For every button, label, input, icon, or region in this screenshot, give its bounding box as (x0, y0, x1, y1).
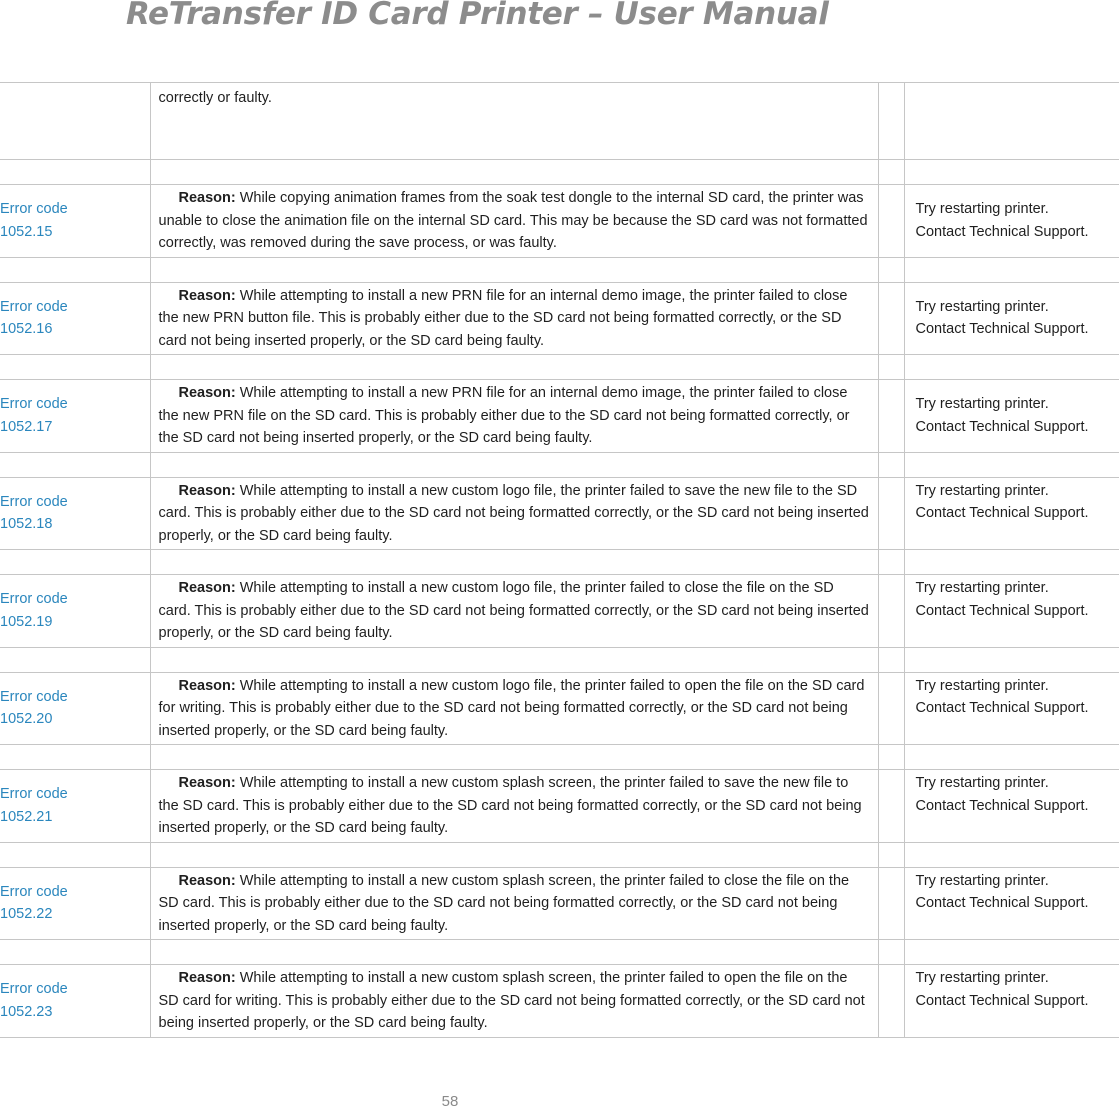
blank-cell (878, 672, 904, 745)
action-cell (904, 83, 1119, 160)
action-restart-text: Try restarting printer. (915, 872, 1049, 889)
error-code-table (0, 82, 1119, 1038)
blank-cell (878, 282, 904, 355)
error-code-label: Error code (0, 591, 68, 608)
error-code-number: 1052.16 (0, 321, 53, 338)
action-support-text: Contact Technical Support. (915, 505, 1089, 521)
error-code-cell (0, 867, 150, 940)
reason-label: Reason: (178, 385, 236, 401)
reason-cell (150, 477, 878, 550)
reason-text: While attempting to install a new PRN file for an internal demo image, the printer failed to close the new PRN button file. This is probably either due to the SD card not being formatted correctly, or the SD card not being inserted properly, or the SD card being faulty. (158, 287, 848, 349)
reason-cell (150, 867, 878, 940)
error-row (0, 965, 1119, 1038)
error-row (0, 672, 1119, 745)
error-row (0, 575, 1119, 648)
reason-cell (150, 380, 878, 453)
error-code-label: Error code (0, 298, 68, 315)
action-restart-text: Try restarting printer. (915, 970, 1049, 986)
code-cell (0, 83, 150, 160)
spacer-row (0, 355, 1119, 380)
action-restart-text: Try restarting printer. (915, 201, 1049, 218)
blank-cell (878, 477, 904, 550)
action-support-text: Contact Technical Support. (915, 321, 1089, 338)
action-restart-text: Try restarting printer. (915, 298, 1049, 315)
action-support-text: Contact Technical Support. (915, 992, 1089, 1009)
reason-cell (150, 282, 878, 355)
error-code-cell (0, 380, 150, 453)
continued-text: correctly or faulty. (158, 90, 272, 106)
action-restart-text: Try restarting printer. (915, 677, 1049, 694)
reason-text: While attempting to install a new custom logo file, the printer failed to save the new file to the SD card. This is probably either due to the SD card not being formatted correctly, or the SD card not being inserted properly, or the SD card being faulty. (158, 482, 869, 544)
spacer-row (0, 842, 1119, 867)
spacer-row (0, 257, 1119, 282)
error-code-label: Error code (0, 786, 68, 803)
page-number: 58 (441, 1093, 459, 1110)
action-support-text: Contact Technical Support. (915, 700, 1089, 716)
error-code-label: Error code (0, 981, 68, 998)
blank-cell (878, 380, 904, 453)
blank-cell (878, 83, 904, 160)
error-row (0, 867, 1119, 940)
reason-text: While copying animation frames from the soak test dongle to the internal SD card, the printer was unable to close the animation file on the internal SD card. This may be because the SD card was not formatted correctly, was removed during the save process, or was faulty. (158, 190, 868, 251)
action-support-text: Contact Technical Support. (915, 797, 1089, 814)
error-row (0, 770, 1119, 843)
action-cell (904, 477, 1119, 550)
continued-row (0, 83, 1119, 160)
error-code-number: 1052.19 (0, 613, 53, 630)
blank-cell (878, 867, 904, 940)
error-code-label: Error code (0, 883, 68, 900)
reason-text: While attempting to install a new custom logo file, the printer failed to close the file on the SD card. This is probably either due to the SD card not being formatted correctly, or the SD card not being inserted properly, or the SD card being faulty. (158, 580, 869, 641)
error-code-number: 1052.20 (0, 711, 53, 728)
action-cell (904, 185, 1119, 258)
continued-reason-cell (150, 83, 878, 160)
reason-label: Reason: (178, 775, 236, 791)
error-code-label: Error code (0, 493, 68, 510)
action-support-text: Contact Technical Support. (915, 418, 1089, 435)
spacer-row (0, 452, 1119, 477)
blank-cell (878, 770, 904, 843)
error-row (0, 380, 1119, 453)
blank-cell (878, 965, 904, 1038)
action-restart-text: Try restarting printer. (915, 482, 1049, 499)
reason-label: Reason: (178, 677, 236, 694)
error-code-cell (0, 282, 150, 355)
action-restart-text: Try restarting printer. (915, 580, 1049, 596)
reason-text: While attempting to install a new custom splash screen, the printer failed to open the file on the SD card for writing. This is probably either due to the SD card not being formatted correctly, or the SD card not being inserted properly, or the SD card being faulty. (158, 970, 865, 1031)
action-support-text: Contact Technical Support. (915, 223, 1089, 240)
reason-label: Reason: (178, 190, 236, 206)
spacer-row (0, 745, 1119, 770)
error-row (0, 185, 1119, 258)
reason-label: Reason: (178, 872, 236, 889)
reason-cell (150, 770, 878, 843)
spacer-row (0, 647, 1119, 672)
reason-text: While attempting to install a new custom splash screen, the printer failed to close the file on the SD card. This is probably either due to the SD card not being formatted correctly, or the SD card not being inserted properly, or the SD card being faulty. (158, 872, 850, 934)
reason-label: Reason: (178, 287, 236, 304)
reason-label: Reason: (178, 482, 236, 499)
error-code-number: 1052.21 (0, 808, 53, 825)
error-code-cell (0, 770, 150, 843)
error-row (0, 477, 1119, 550)
error-code-number: 1052.23 (0, 1003, 53, 1020)
action-cell (904, 965, 1119, 1038)
reason-text: While attempting to install a new custom logo file, the printer failed to open the file on the SD card for writing. This is probably either due to the SD card not being formatted correctly, or the SD card not being inserted properly, or the SD card being faulty. (158, 677, 865, 739)
error-row (0, 282, 1119, 355)
action-cell (904, 282, 1119, 355)
error-code-cell (0, 185, 150, 258)
action-support-text: Contact Technical Support. (915, 895, 1089, 911)
reason-cell (150, 575, 878, 648)
action-cell (904, 380, 1119, 453)
error-code-cell (0, 477, 150, 550)
error-code-cell (0, 965, 150, 1038)
reason-text: While attempting to install a new PRN file for an internal demo image, the printer failed to close the new PRN file on the SD card. This is probably either due to the SD card not being formatted correctly, or the SD card not being inserted properly, or the SD card being faulty. (158, 385, 850, 446)
action-restart-text: Try restarting printer. (915, 775, 1049, 791)
action-cell (904, 867, 1119, 940)
reason-label: Reason: (178, 970, 236, 986)
action-cell (904, 575, 1119, 648)
reason-cell (150, 965, 878, 1038)
reason-text: While attempting to install a new custom splash screen, the printer failed to save the new file to the SD card. This is probably either due to the SD card not being formatted correctly, or the SD card not being inserted properly, or the SD card being faulty. (158, 775, 862, 836)
error-code-label: Error code (0, 688, 68, 705)
error-code-number: 1052.17 (0, 418, 53, 435)
reason-cell (150, 672, 878, 745)
error-code-number: 1052.15 (0, 223, 53, 240)
error-table-body (0, 83, 1119, 1038)
error-code-number: 1052.22 (0, 906, 53, 923)
document-title: ReTransfer ID Card Printer – User Manual (126, 0, 829, 32)
blank-cell (878, 575, 904, 648)
action-cell (904, 672, 1119, 745)
action-cell (904, 770, 1119, 843)
reason-label: Reason: (178, 580, 236, 596)
action-restart-text: Try restarting printer. (915, 396, 1049, 413)
error-code-cell (0, 672, 150, 745)
reason-cell (150, 185, 878, 258)
spacer-row (0, 160, 1119, 185)
spacer-row (0, 940, 1119, 965)
error-code-cell (0, 575, 150, 648)
blank-cell (878, 185, 904, 258)
error-code-number: 1052.18 (0, 516, 53, 533)
spacer-row (0, 550, 1119, 575)
error-code-label: Error code (0, 396, 68, 413)
action-support-text: Contact Technical Support. (915, 602, 1089, 619)
error-code-label: Error code (0, 201, 68, 218)
